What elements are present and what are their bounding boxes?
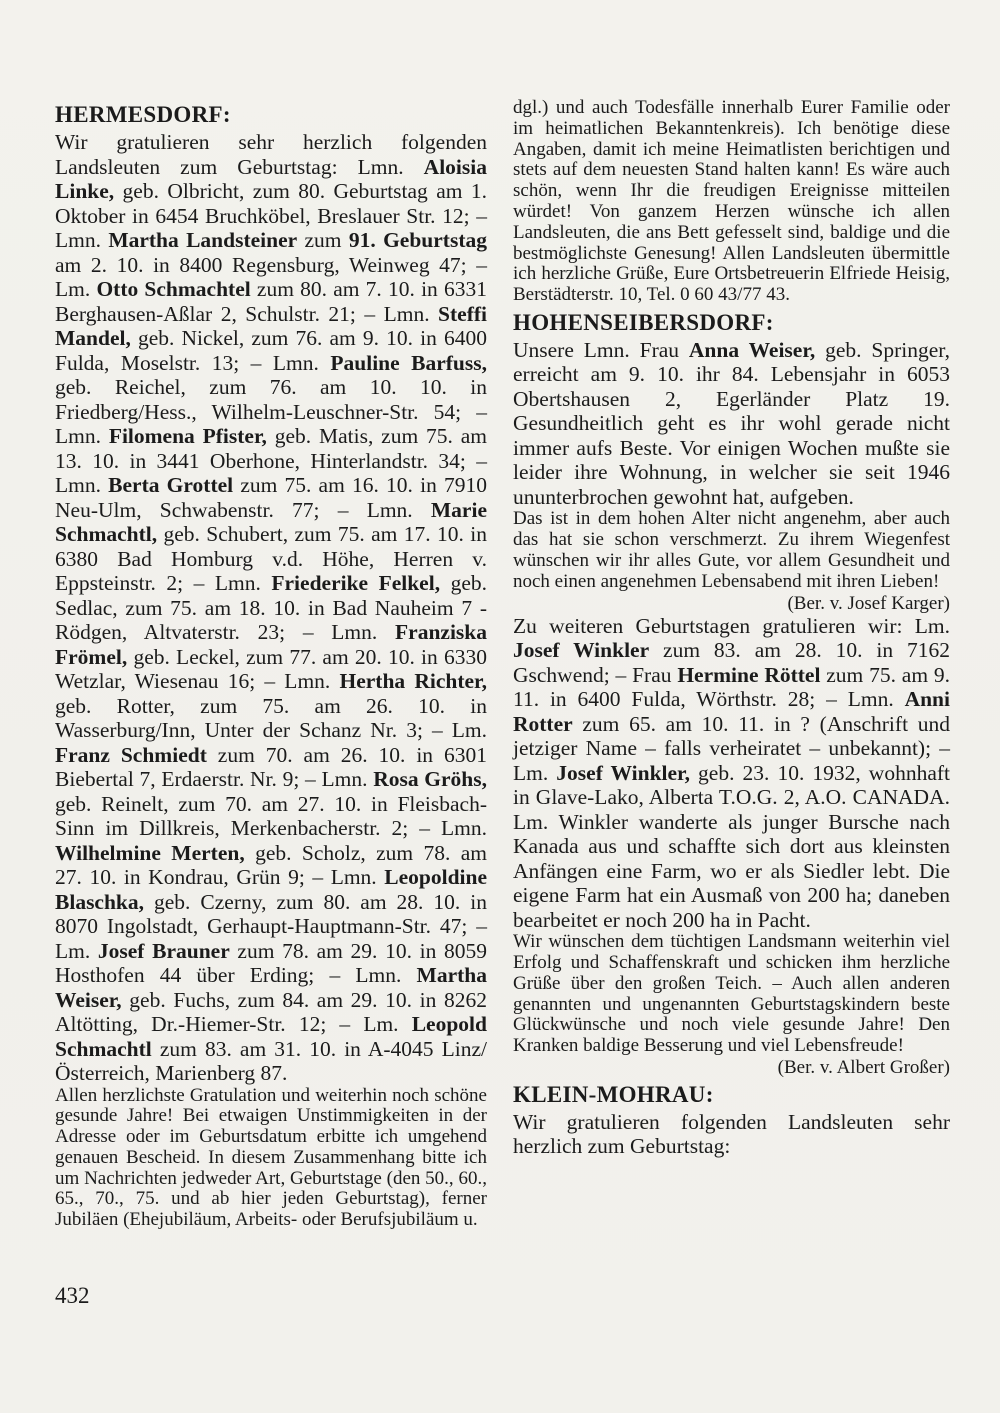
paragraph [513,932,950,1057]
bold-text-run: Marie Schmachtl, [55,497,487,546]
bold-text-run: Martha Weiser, [55,963,487,1012]
bold-text-run: Martha Landsteiner [108,228,298,252]
paragraph [55,1086,487,1232]
text-run: geb. Schubert, zum 75. am 17. 10. in 6380 Bad Homburg v.d. Höhe, Herren v. Eppsteinstr. 2; – Lmn. [55,522,487,595]
text-run: Zu weiteren Geburtstagen gratulieren wir: Lm. [513,613,950,638]
text-run: zum 65. am 10. 11. in ? (Anschrift und jetziger Name – falls verheiratet – unbekannt); – Lm. [513,711,950,785]
text-run: zum 80. am 7. 10. in 6331 Berghausen-Aßlar 2, Schulstr. 21; – Lmn. [55,277,488,326]
bold-text-run: Josef Winkler [513,638,650,663]
section-heading: KLEIN-MOHRAU: [513,1081,714,1107]
text-run: geb. Sedlac, zum 75. am 18. 10. in Bad Nauheim 7 - Rödgen, Altvaterstr. 23; – Lmn. [55,571,487,644]
bold-text-run: Josef Brauner [97,938,230,963]
bold-text-run: Steffi Mandel, [55,301,487,350]
text-run: Unsere Lmn. Frau [513,337,689,362]
text-run: geb. 23. 10. 1932, wohnhaft in Glave-Lako, Alberta T.O.G. 2, A.O. CANADA. Lm. Winkler wanderte als junger Bursche nach Kanada aus und schaffte sich dort aus kleinsten Anfängen eine Farm, wo er als Siedler lebt. Die eigene Farm hat ein Ausmaß von 200 ha; daneben bearbeitet er noch 200 ha in Pacht. [513,760,951,932]
paragraph [55,130,487,1086]
bold-text-run: Wilhelmine Merten, [55,840,245,865]
bold-text-run: Rosa Gröhs, [373,767,488,791]
text-run: zum 75. am 9. 11. in 6400 Fulda, Wörthstr. 28; – Lmn. [513,662,950,712]
bold-text-run: Leopoldine Blaschka, [55,865,487,914]
page-number: 432 [55,1283,90,1308]
bold-text-run: Hertha Richter, [339,669,487,693]
text-run: geb. Reichel, zum 76. am 10. 10. in Friedberg/Hess., Wilhelm-Leuschner-Str. 54; – Lmn. [55,375,487,448]
report-byline: (Ber. v. Josef Karger) [787,592,950,614]
section-heading: HOHENSEIBERSDORF: [513,309,774,335]
paragraph [513,338,950,510]
text-run: Wir wünschen dem tüchtigen Landsmann weiterhin viel Erfolg und Schaffenskraft und schicken ihm herzliche Grüße über den großen Teich. – Auch allen anderen genannten und ungenannten Geburtstagskindern beste Glückwünsche und noch viele gesunde Jahre! Den Kranken baldige Besserung und viel Lebensfreude! [513,931,950,1057]
text-run: zum 75. am 16. 10. in 7910 Neu-Ulm, Schwabenstr. 77; – Lmn. [55,473,487,522]
paragraph [513,1110,950,1159]
section-heading: HERMESDORF: [55,102,231,127]
text-run: Wir gratulieren sehr herzlich folgenden Landsleuten zum Geburtstag: Lmn. [55,130,487,179]
bold-text-run: Berta Grottel [108,473,234,497]
bold-text-run: Josef Winkler, [556,760,690,785]
text-run: zum 83. am 31. 10. in A-4045 Linz/Österreich, Marienberg 87. [55,1036,487,1085]
bold-text-run: Franz Schmiedt [55,742,207,767]
text-columns [55,98,950,1231]
bold-text-run: 91. Geburtstag [348,228,487,252]
text-run: geb. Olbricht, zum 80. Geburtstag am 1. Oktober in 6454 Bruchköbel, Breslauer Str. 12; – Lmn. [55,179,487,252]
bold-text-run: Pauline Barfuss, [330,350,487,375]
text-run: Wir gratulieren folgenden Landsleuten sehr herzlich zum Geburtstag: [513,1109,950,1159]
bold-text-run: Friederike Felkel, [271,571,441,595]
bold-text-run: Filomena Pfister, [108,424,267,448]
text-run: geb. Czerny, zum 80. am 28. 10. in 8070 Ingolstadt, Gerhaupt-Hauptmann-Str. 47; – Lm. [55,889,487,963]
text-run: geb. Springer, erreicht am 9. 10. ihr 84. Lebensjahr in 6053 Obertshausen 2, Egerländer Platz 19. Gesundheitlich geht es ihr wohl gerade nicht immer aufs Beste. Vor einigen Wochen mußte sie leider ihre Wohnung, in welcher sie seit 1946 ununterbrochen gewohnt hat, aufgeben. [513,337,950,509]
bold-text-run: Leopold Schmachtl [55,1012,487,1061]
bold-text-run: Franziska Frömel, [55,620,487,669]
bold-text-run: Hermine Röttel [677,662,821,687]
paragraph [513,614,950,933]
bold-text-run: Otto Schmachtel [96,277,251,301]
text-run: am 2. 10. in 8400 Regensburg, Weinweg 47; – Lm. [55,252,487,301]
text-run: geb. Nickel, zum 76. am 9. 10. in 6400 Fulda, Moselstr. 13; – Lmn. [55,326,487,375]
text-run: geb. Reinelt, zum 70. am 27. 10. in Fleisbach-Sinn im Dillkreis, Merkenbacherstr. 2; – Lmn. [55,791,487,840]
paragraph [513,509,950,592]
bold-text-run: Anni Rotter [513,687,950,736]
bold-text-run: Anna Weiser, [688,337,816,362]
bold-text-run: Aloisia Linke, [55,154,487,203]
text-run: geb. Leckel, zum 77. am 20. 10. in 6330 Wetzlar, Wiesenau 16; – Lmn. [55,644,487,693]
text-run: zum 78. am 29. 10. in 8059 Hosthofen 44 über Erding; – Lmn. [55,938,488,987]
report-byline: (Ber. v. Albert Großer) [777,1056,950,1078]
text-run: geb. Rotter, zum 75. am 26. 10. in Wasserburg/Inn, Unter der Schanz Nr. 3; – Lm. [55,693,487,742]
text-run: Das ist in dem hohen Alter nicht angenehm, aber auch das hat sie schon verschmerzt. Zu ihrem Wiegenfest wünschen wir ihr alles Gute, vor allem Gesundheit und noch einen angenehmen Lebensabend mit ihren Lieben! [513,508,950,592]
text-run: zum 83. am 28. 10. in 7162 Gschwend; – Frau [513,638,950,687]
right-column [513,98,950,1231]
text-run: dgl.) und auch Todesfälle innerhalb Eurer Familie oder im heimatlichen Bekanntenkreis). Ich benötige diese Angaben, damit ich meine Heimatlisten berichtigen und stets auf dem neuesten Stand halten kann! Es wäre auch schön, wenn Ihr die freudigen Ereignisse mitteilen würdet! Von ganzem Herzen wünsche ich allen Landsleuten, die ans Bett gefesselt sind, baldige und die bestmöglichste Genesung! Allen Landsleuten übermittle ich herzliche Grüße, Eure Ortsbetreuerin Elfriede Heisig, Berstädterstr. 10, Tel. 0 60 43/77 43. [513,97,950,306]
text-run: Allen herzlichste Gratulation und weiterhin noch schöne gesunde Jahre! Bei etwaigen Unstimmigkeiten in der Adresse oder im Geburtsdatum erbitte ich umgehend genauen Bescheid. In diesem Zusammenhang bitte ich um Nachrichten jedweder Art, Geburtstage (den 50., 60., 65., 70., 75. und ab hier jeden Geburtstag), ferner Jubiläen (Ehejubiläum, Arbeits- oder Berufsjubiläum u. [55,1084,487,1231]
text-run: geb. Scholz, zum 78. am 27. 10. in Kondrau, Grün 9; – Lmn. [55,840,488,889]
text-run: geb. Fuchs, zum 84. am 29. 10. in 8262 Altötting, Dr.-Hiemer-Str. 12; – Lm. [55,987,487,1036]
text-run: zum [297,228,349,252]
text-run: geb. Matis, zum 75. am 13. 10. in 3441 Oberhone, Hinterlandstr. 34; – Lmn. [55,424,487,497]
left-column [55,98,487,1231]
text-run: zum 70. am 26. 10. in 6301 Biebertal 7, Erdaerstr. Nr. 9; – Lmn. [55,742,487,791]
paragraph [513,98,950,306]
